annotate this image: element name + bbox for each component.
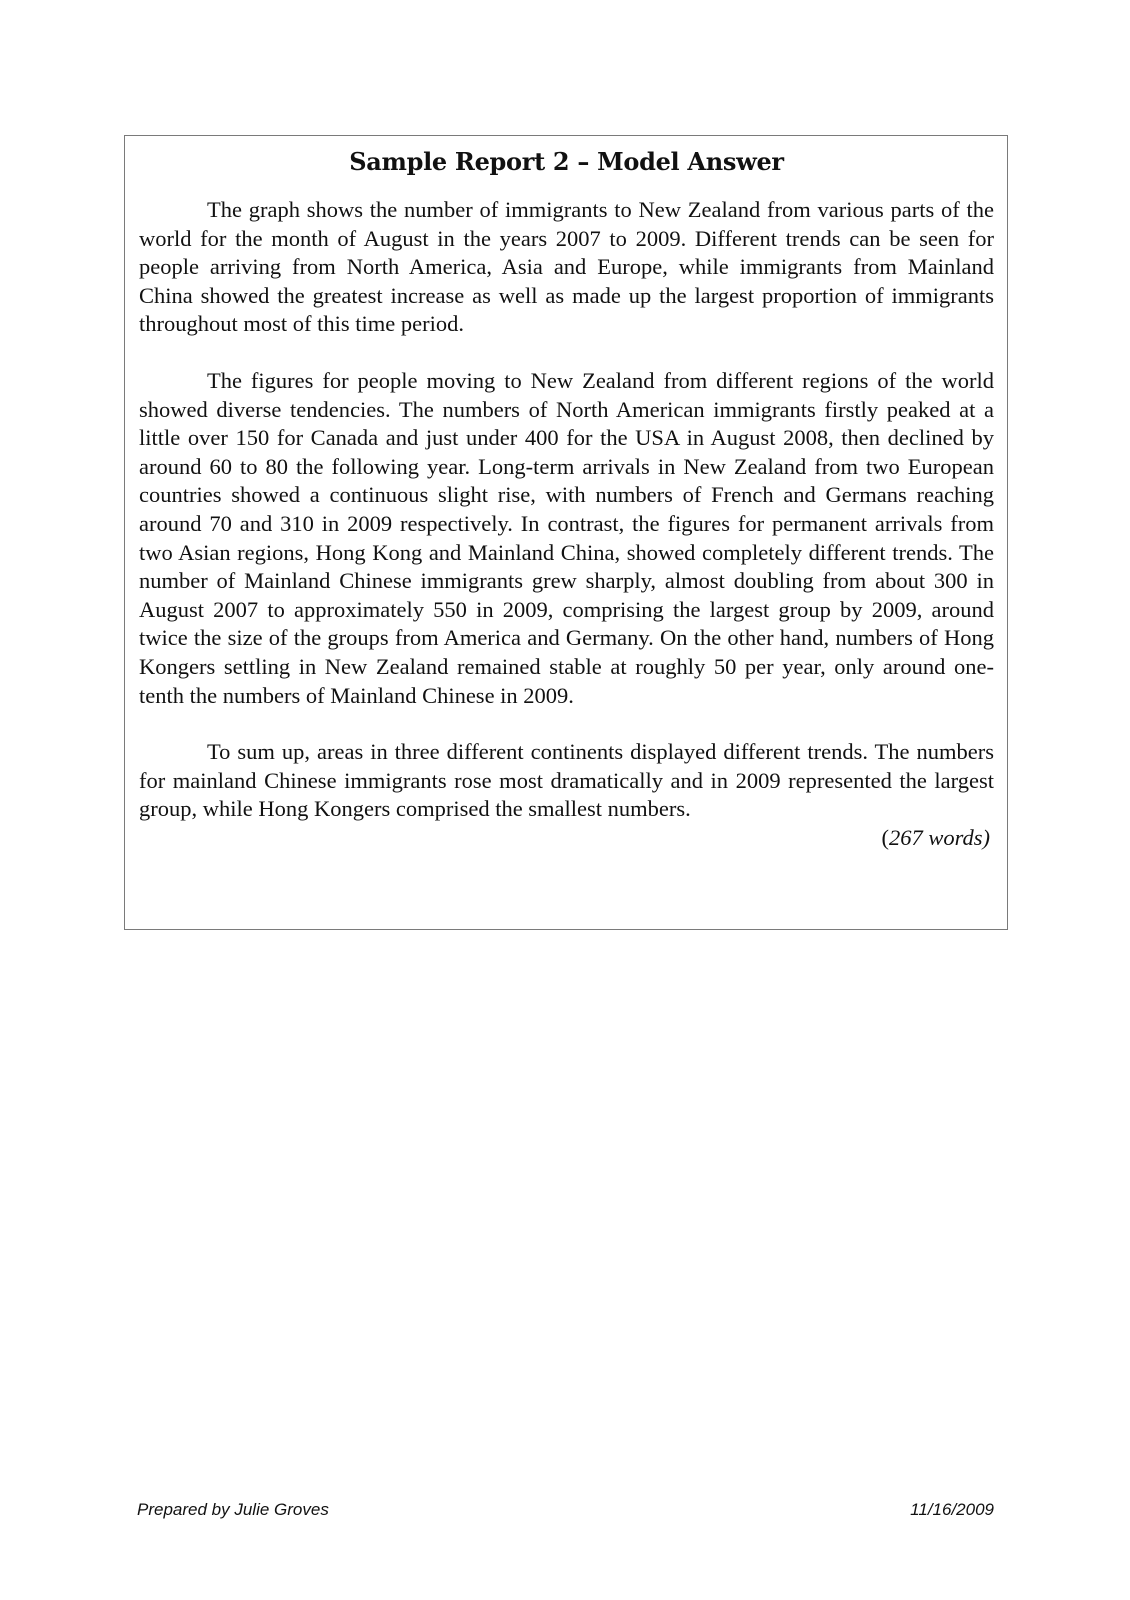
footer-date: 11/16/2009 xyxy=(910,1500,994,1519)
paragraph-conclusion: To sum up, areas in three different continents displayed different trends. The numbers for mainland Chinese immigrants rose most dramatically and in 2009 represented the largest group, while Hong Kongers comprised the smallest numbers. xyxy=(139,739,994,822)
footer-prepared-by: Prepared by Julie Groves xyxy=(137,1500,329,1519)
word-count: (267 words) xyxy=(881,824,990,850)
paragraph-body: The figures for people moving to New Zealand from different regions of the world showed diverse tendencies. The numbers of North American immigrants firstly peaked at a little over 150 for Canada and just under 400 for the USA in August 2008, then declined by around 60 to 80 the following year. Long-term arrivals in New Zealand from two European countries showed a continuous slight rise, with numbers of French and Germans reaching around 70 and 310 in 2009 respectively. In contrast, the figures for permanent arrivals from two Asian regions, Hong Kong and Mainland China, showed completely different trends. The number of Mainland Chinese immigrants grew sharply, almost doubling from about 300 in August 2007 to approximately 550 in 2009, comprising the largest group by 2009, around twice the size of the groups from America and Germany. On the other hand, numbers of Hong Kongers settling in New Zealand remained stable at roughly 50 per year, only around one-tenth the numbers of Mainland Chinese in 2009. xyxy=(139,367,994,708)
paragraph-introduction: The graph shows the number of immigrants to New Zealand from various parts of the world for the month of August in the years 2007 to 2009. Different trends can be seen for people arriving from North America, Asia and Europe, while immigrants from Mainland China showed the greatest increase as well as made up the largest proportion of immigrants throughout most of this time period. xyxy=(139,197,994,337)
word-count-value: 267 words xyxy=(888,824,983,850)
report-title: Sample Report 2 – Model Answer xyxy=(349,147,784,176)
report-box xyxy=(124,135,1008,930)
